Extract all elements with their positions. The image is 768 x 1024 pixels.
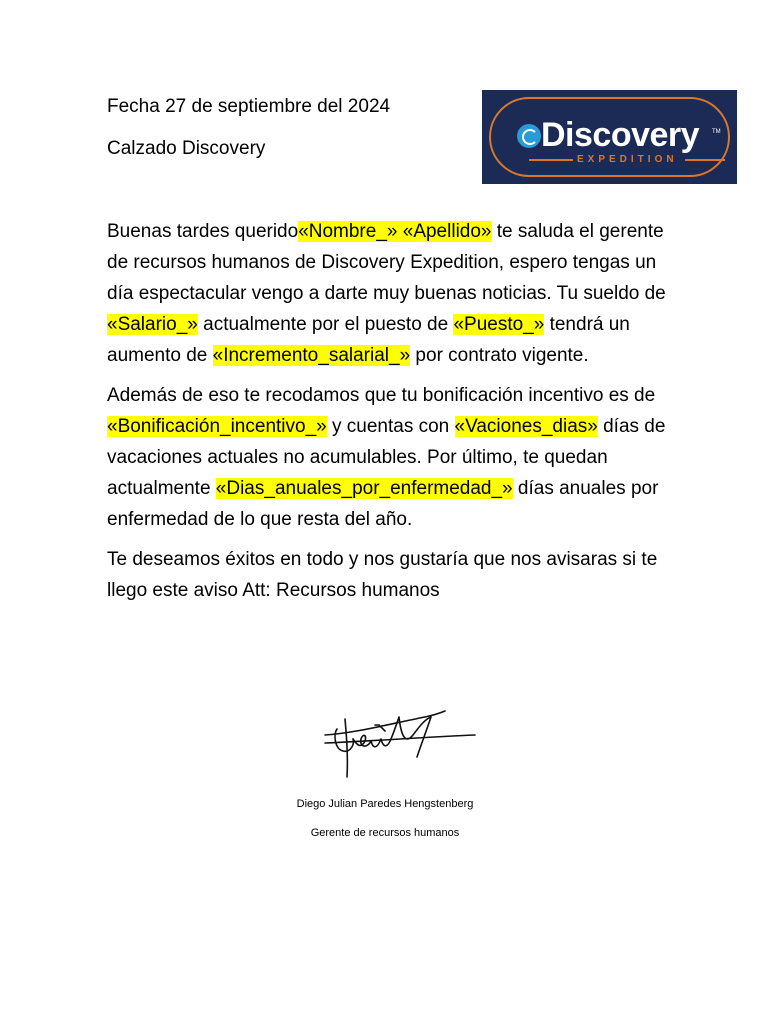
text-run: por contrato vigente. <box>410 345 589 366</box>
paragraph-3: Te deseamos éxitos en todo y nos gustaría que nos avisaras si te llego este aviso Att: Recursos humanos <box>107 549 658 601</box>
signatory-name: Diego Julian Paredes Hengstenberg <box>296 798 474 810</box>
date-line: Fecha 27 de septiembre del 2024 <box>107 96 391 117</box>
paragraph-2 <box>107 380 667 535</box>
text-run: tendrá un aumento de <box>107 314 630 366</box>
text-run: Además de eso te recodamos que tu bonificación incentivo es de <box>107 385 656 406</box>
letter-body <box>107 216 667 615</box>
merge-field-puesto: «Puesto_» <box>453 314 545 335</box>
merge-field-spacer <box>397 221 402 242</box>
merge-field-bonificacion-incentivo: «Bonificación_incentivo_» <box>107 416 327 437</box>
text-run: días anuales por enfermedad de lo que resta del año. <box>107 478 659 530</box>
logo-rule-left <box>529 159 573 161</box>
text-run: actualmente por el puesto de <box>197 314 454 335</box>
company-line: Calzado Discovery <box>107 138 266 159</box>
logo-border <box>489 97 730 177</box>
text-run: te saluda el gerente de recursos humanos de Discovery Expedition, espero tengas un día espectacular vengo a darte muy buenas noticias. Tu sueldo de <box>107 221 666 304</box>
text-run: Buenas tardes querido <box>107 221 299 242</box>
merge-field-apellido: «Apellido» <box>402 221 492 242</box>
merge-field-nombre: «Nombre_» <box>298 221 398 242</box>
merge-field-dias-enfermedad: «Dias_anuales_por_enfermedad_» <box>215 478 513 499</box>
logo-tagline: EXPEDITION <box>577 154 678 165</box>
paragraph-1 <box>107 216 667 371</box>
handwritten-signature <box>315 705 485 785</box>
globe-icon <box>517 124 541 148</box>
merge-field-salario: «Salario_» <box>107 314 198 335</box>
logo-wordmark: Discovery <box>541 116 700 154</box>
text-run: y cuentas con <box>326 416 455 437</box>
logo-rule-right <box>685 159 725 161</box>
text-run: días de vacaciones actuales no acumulables. Por último, te quedan actualmente <box>107 416 666 499</box>
signatory-title: Gerente de recursos humanos <box>310 827 460 839</box>
merge-field-incremento-salarial: «Incremento_salarial_» <box>212 345 411 366</box>
logo-trademark: TM <box>712 129 721 135</box>
merge-field-vacaciones-dias: «Vaciones_dias» <box>454 416 598 437</box>
discovery-expedition-logo <box>482 90 737 184</box>
